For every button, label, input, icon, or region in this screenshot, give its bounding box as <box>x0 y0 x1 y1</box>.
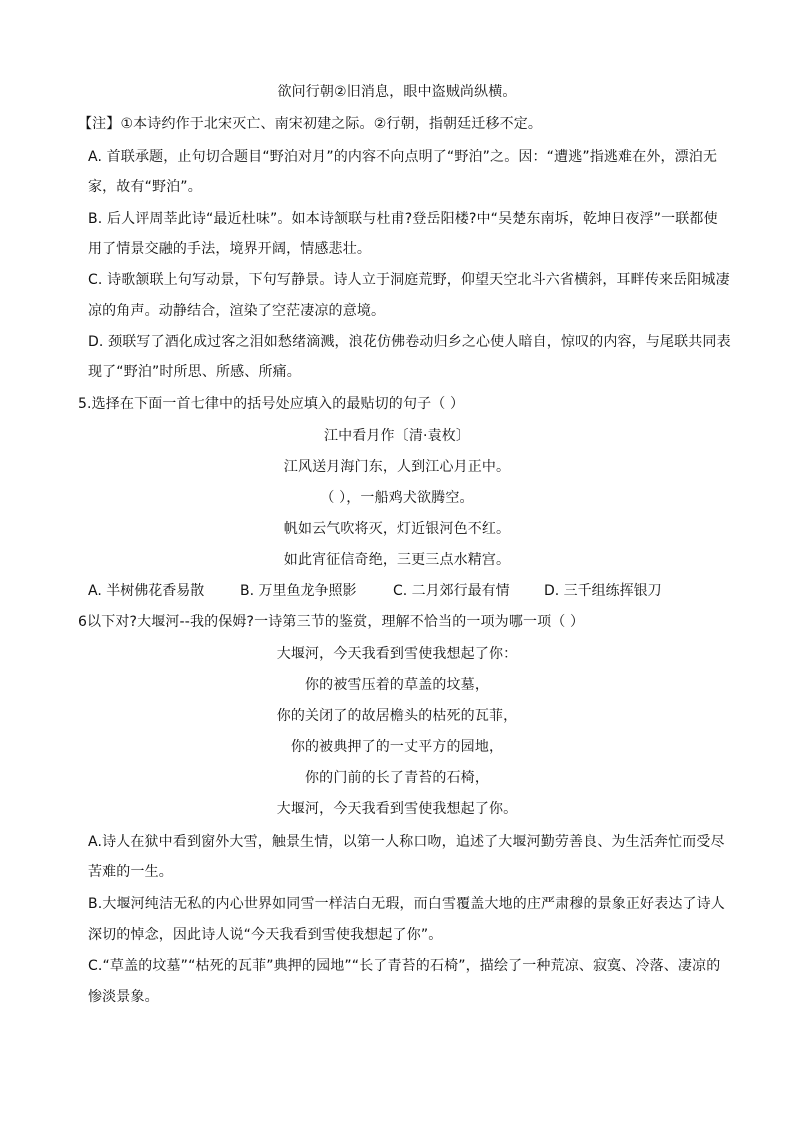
q5-choice-d: D. 三千组练挥银刀 <box>544 583 662 599</box>
q5-choice-c: C. 二月郊行最有情 <box>393 583 510 599</box>
q6-option-a-cont: 苦难的一生。 <box>88 864 173 880</box>
q4-option-b-cont: 用了情景交融的手法，境界开阔，情感悲壮。 <box>88 241 371 257</box>
q5-poem-line: 如此宵征信奇绝，三更三点水精宫。 <box>283 552 511 568</box>
q6-option-b-cont: 深切的悼念，因此诗人说“今天我看到雪使我想起了你”。 <box>88 927 443 943</box>
q6-option-a: A.诗人在狱中看到窗外大雪，触景生情，以第一人称口吻，追述了大堰河勤劳善良、为生活奔忙而受尽 <box>88 834 725 850</box>
q6-poem-line: 大堰河，今天我看到雪使我想起了你。 <box>276 801 518 817</box>
q5-poem-line-blank: （ ），一船鸡犬欲腾空。 <box>320 490 474 506</box>
q6-poem-line: 你的关闭了的故居檐头的枯死的瓦菲， <box>276 708 518 724</box>
q6-poem-line: 你的门前的长了青苔的石椅， <box>305 770 489 786</box>
q6-option-b: B.大堰河纯洁无私的内心世界如同雪一样洁白无瑕，而白雪覆盖大地的庄严肃穆的景象正好表达了诗人 <box>88 896 725 912</box>
q4-option-c-cont: 凉的角声。动静结合，渲染了空茫凄凉的意境。 <box>88 303 386 319</box>
q6-poem-line: 你的被典押了的一丈平方的园地， <box>290 739 504 755</box>
q4-option-c: C. 诗歌颔联上句写动景，下句写静景。诗人立于洞庭荒野，仰望天空北斗六省横斜，耳畔传来岳阳城凄 <box>88 272 730 288</box>
q5-choices <box>88 581 708 601</box>
q5-choice-b: B. 万里鱼龙争照影 <box>240 583 357 599</box>
q4-option-a-cont: 家，故有“野泊”。 <box>88 179 202 195</box>
q5-poem-line: 江风送月海门东，人到江心月正中。 <box>283 459 511 475</box>
q6-poem-line: 大堰河，今天我看到雪使我想起了你： <box>276 646 518 662</box>
q5-choice-a: A. 半树佛花香易散 <box>88 583 205 599</box>
poem-closing-line: 欲问行朝②旧消息，眼中盗贼尚纵横。 <box>277 84 517 100</box>
q6-option-c: C.“草盖的坟墓”“枯死的瓦菲”典押的园地”“长了青苔的石椅”，描绘了一种荒凉、寂寞、冷落、凄凉的 <box>88 958 721 974</box>
annotation-note: 【注】①本诗约作于北宋灭亡、南宋初建之际。②行朝，指朝廷迁移不定。 <box>78 116 543 132</box>
q6-option-c-cont: 惨淡景象。 <box>88 989 159 1005</box>
q4-option-d: D. 颈联写了酒化成过客之泪如愁绪滴溅，浪花仿佛卷动归乡之心使人暗自，惊叹的内容，与尾联共同表 <box>88 334 731 350</box>
q4-option-a: A. 首联承题，止句切合题目“野泊对月”的内容不向点明了“野泊”之。因：“遭逃”指逃难在外，漂泊无 <box>88 149 718 165</box>
q5-poem-line: 帆如云气吹将灭，灯近银河色不红。 <box>283 521 511 537</box>
q4-option-d-cont: 现了“野泊”时所思、所感、所痛。 <box>88 364 301 380</box>
q6-poem-line: 你的被雪压着的草盖的坟墓， <box>305 677 489 693</box>
q4-option-b: B. 后人评周莘此诗“最近杜味”。如本诗颔联与杜甫?登岳阳楼?中“吴楚东南坼，乾坤日夜浮”一联都使 <box>88 211 718 227</box>
q5-poem-title: 江中看月作〔清·袁枚〕 <box>323 428 471 444</box>
q5-stem: 5.选择在下面一首七律中的括号处应填入的最贴切的句子（ ） <box>78 396 465 412</box>
q6-stem: 6以下对?大堰河--我的保姆?一诗第三节的鉴赏，理解不恰当的一项为哪一项（ ） <box>78 614 585 630</box>
